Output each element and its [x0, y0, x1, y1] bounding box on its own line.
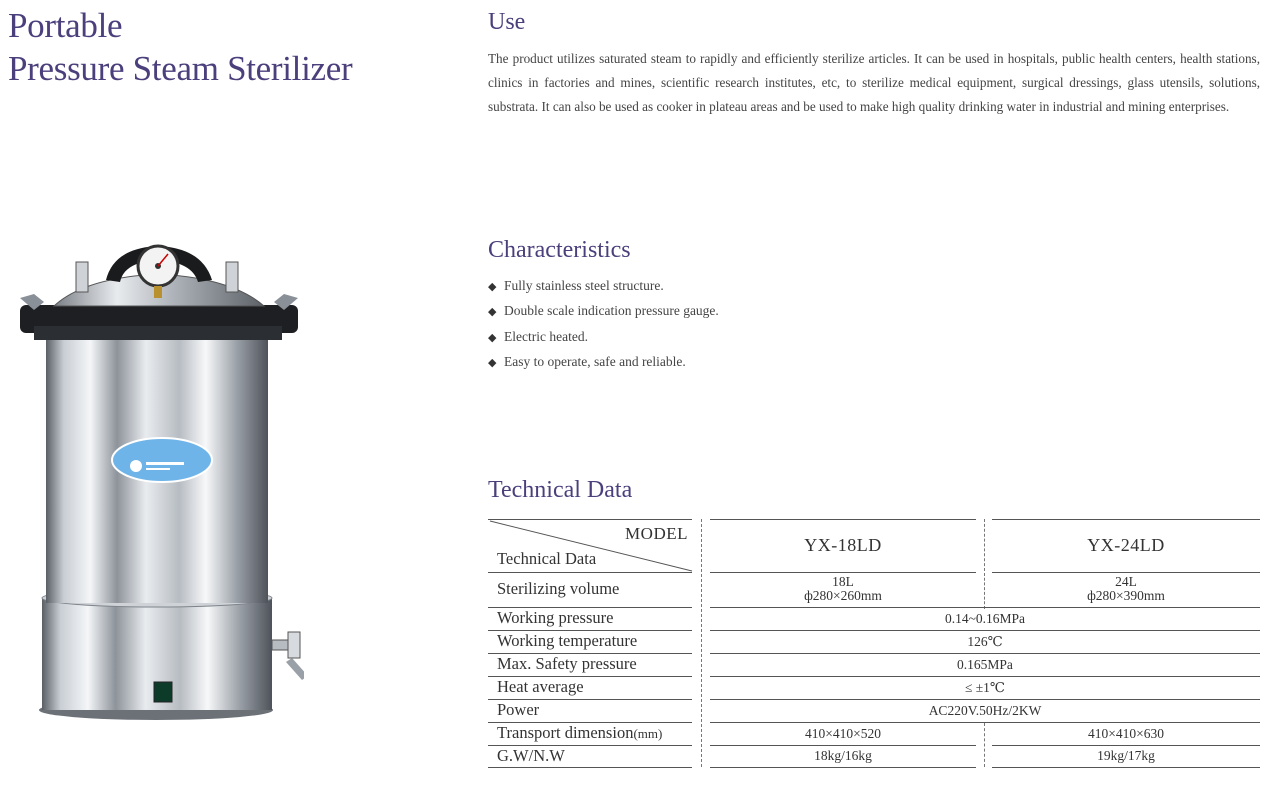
- header-model: MODEL: [625, 524, 688, 543]
- diamond-bullet-icon: ◆: [488, 306, 497, 319]
- weight-18ld: 18kg/16kg: [814, 748, 872, 763]
- power-value: AC220V.50Hz/2KW: [928, 703, 1042, 718]
- list-item: ◆ Easy to operate, safe and reliable.: [488, 350, 719, 375]
- product-image: [14, 240, 304, 730]
- heat-value: ≤ ±1℃: [964, 680, 1006, 695]
- diamond-bullet-icon: ◆: [488, 281, 497, 293]
- row-label-heat: Heat average: [497, 677, 584, 696]
- list-item: ◆ Electric heated.: [488, 325, 719, 350]
- temperature-value: 126℃: [967, 634, 1003, 649]
- technical-data-heading: Technical Data: [488, 477, 633, 503]
- title-line-2: Pressure Steam Sterilizer: [8, 49, 353, 88]
- list-item: ◆ Double scale indication pressure gauge.: [488, 299, 719, 324]
- list-item: ◆ Fully stainless steel structure.: [488, 274, 719, 299]
- pressure-value: 0.14~0.16MPa: [944, 611, 1026, 626]
- model-yx-24ld: YX-24LD: [1087, 535, 1165, 555]
- brand-logo-icon: [112, 438, 212, 482]
- technical-data-table: [488, 519, 1260, 769]
- row-label-temperature: Working temperature: [497, 631, 638, 650]
- characteristics-list: [488, 274, 719, 375]
- diamond-bullet-icon: ◆: [488, 331, 497, 344]
- transport-24ld: 410×410×630: [1088, 726, 1164, 741]
- safety-value: 0.165MPa: [957, 657, 1013, 672]
- row-label-power: Power: [497, 700, 540, 719]
- volume-18ld: 18L ф280×260mm: [804, 574, 882, 603]
- title-line-1: Portable: [8, 6, 123, 45]
- characteristics-heading: Characteristics: [488, 237, 631, 263]
- weight-24ld: 19kg/17kg: [1097, 748, 1155, 763]
- row-label-volume: Sterilizing volume: [497, 579, 620, 598]
- row-label-weight: G.W/N.W: [497, 746, 565, 765]
- use-description: The product utilizes saturated steam to rapidly and efficiently sterilize articles. It can be used in hospitals, public health centers, health stations, clinics in factories and mines, scientific research institutes, etc, to sterilize medical equipment, surgical dressings, glass utensils, solutions, substrata. It can also be used as cooker in plateau areas and be used to make high quality drinking water in industrial and mining enterprises.: [488, 51, 1260, 115]
- row-label-safety: Max. Safety pressure: [497, 654, 637, 673]
- diamond-bullet-icon: ◆: [488, 356, 497, 369]
- row-label-transport: Transport dimension(mm): [497, 723, 663, 742]
- volume-24ld: 24L ф280×390mm: [1087, 574, 1165, 603]
- page-title: [8, 4, 352, 90]
- row-label-pressure: Working pressure: [497, 608, 614, 627]
- header-technical-data: Technical Data: [497, 549, 597, 568]
- transport-18ld: 410×410×520: [805, 726, 881, 741]
- model-yx-18ld: YX-18LD: [804, 535, 882, 555]
- use-heading: Use: [488, 9, 526, 35]
